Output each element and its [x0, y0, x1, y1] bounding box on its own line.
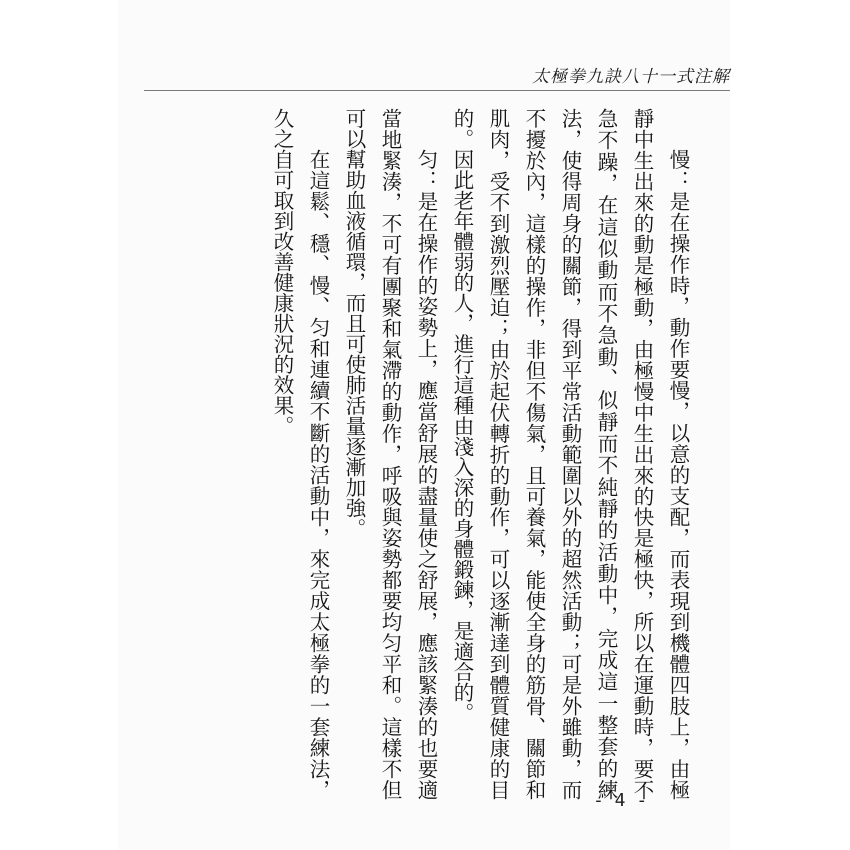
- body-text: [270, 108, 696, 800]
- running-title: 太極拳九訣八十一式注解: [532, 67, 730, 87]
- page-number: - 4 -: [593, 790, 648, 811]
- book-page: [118, 0, 730, 850]
- paragraph-conclusion: 在這鬆、穩、慢、匀和連續不斷的活動中，來完成太極拳的一套練法，久之自可取到改善健康狀況的效果。: [270, 108, 330, 800]
- header-rule: [144, 90, 730, 91]
- paragraph-slow: 慢：是在操作時，動作要慢，以意的支配，而表現到機體四肢上，由極靜中生出來的動是極動，由極慢中生出來的快是極快，所以在運動時，要不急不躁，在這似動而不急動、似靜而不純靜的活動中，完成這一整套的練法，使得周身的關節，得到平常活動範圍以外的超然活動；可是外雖動，而不擾於內，這樣的操作，非但不傷氣，且可養氣，能使全身的筋骨、關節和肌肉，受不到激烈壓迫；由於起伏轉折的動作，可以逐漸達到體質健康的目的。因此老年體弱的人，進行這種由淺入深的身體鍛鍊，是適合的。: [450, 108, 690, 800]
- paragraph-even: 匀：是在操作的姿勢上，應當舒展的盡量使之舒展，應該緊湊的也要適當地緊湊，不可有團聚和氣滯的動作，呼吸與姿勢都要均匀平和。這樣不但可以幫助血液循環，而且可使肺活量逐漸加強。: [342, 108, 438, 800]
